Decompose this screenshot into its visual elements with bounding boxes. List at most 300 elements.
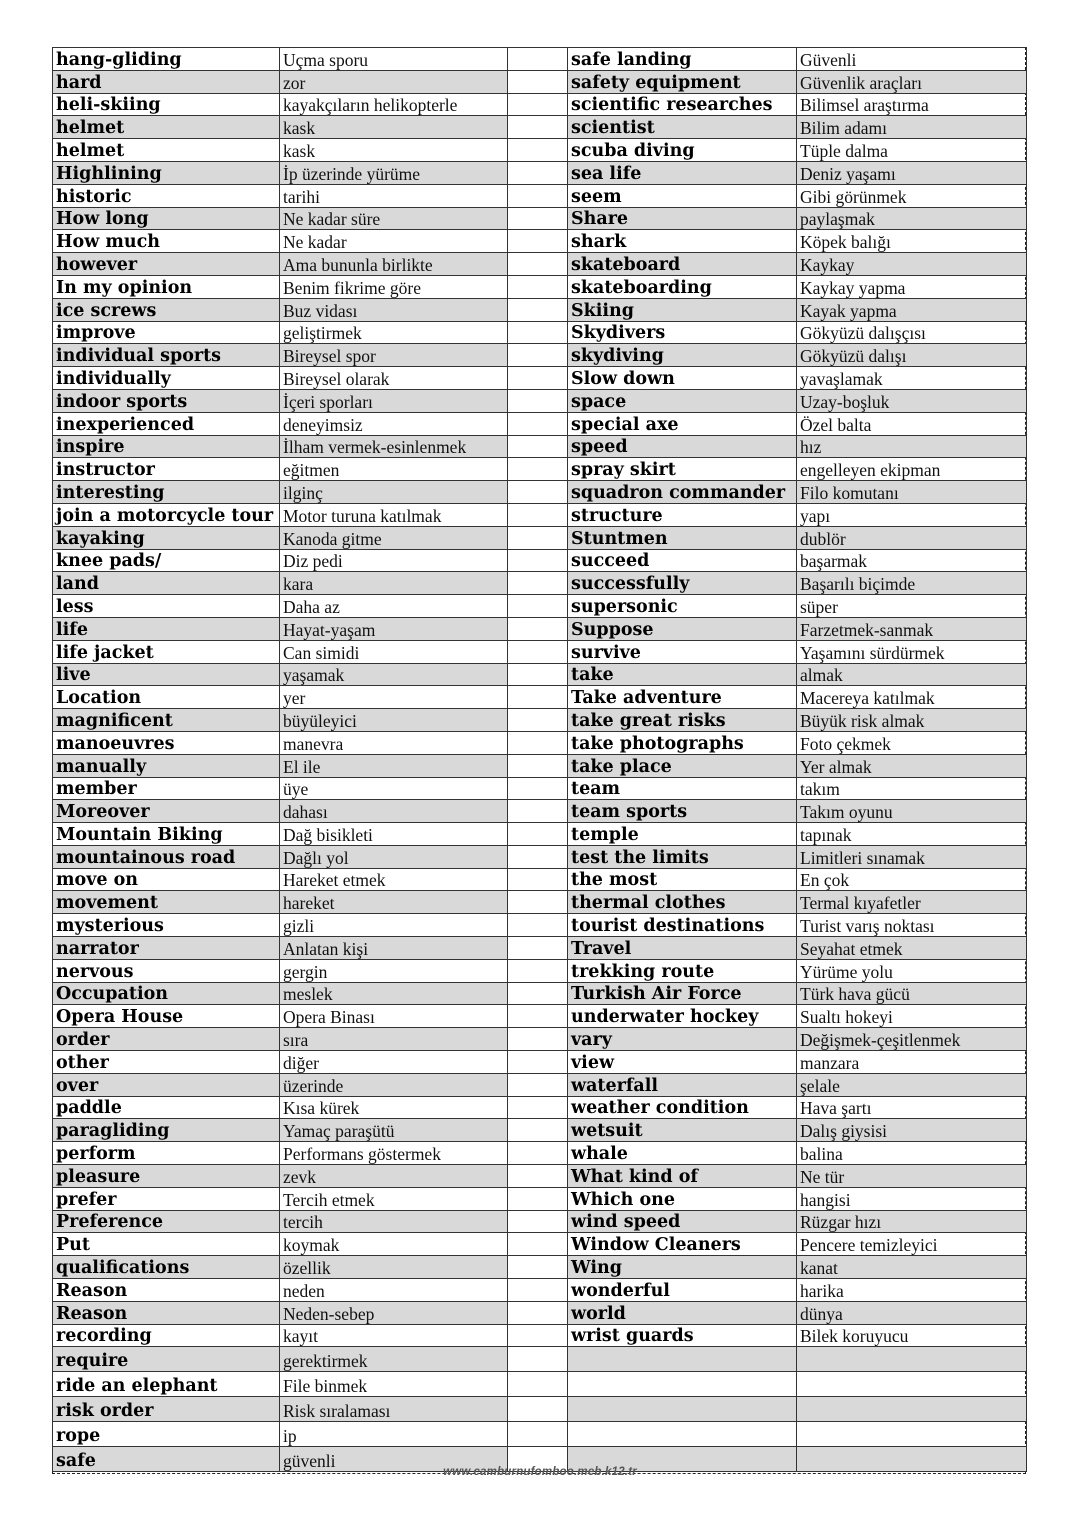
english-word: join a motorcycle tour — [53, 503, 280, 526]
english-word: take great risks — [568, 709, 797, 732]
english-word: Skydivers — [568, 321, 797, 344]
turkish-translation: almak — [797, 663, 1027, 686]
english-word: successfully — [568, 572, 797, 595]
column-separator — [508, 1279, 568, 1302]
english-word: inspire — [53, 435, 280, 458]
column-separator — [508, 1187, 568, 1210]
table-row — [53, 617, 1027, 640]
turkish-translation: gizli — [280, 914, 508, 937]
column-separator — [508, 845, 568, 868]
english-word: space — [568, 389, 797, 412]
table-row — [53, 298, 1027, 321]
turkish-translation: Büyük risk almak — [797, 709, 1027, 732]
english-word: world — [568, 1301, 797, 1324]
turkish-translation: dünya — [797, 1301, 1027, 1324]
column-separator — [508, 686, 568, 709]
column-separator — [508, 344, 568, 367]
turkish-translation: File binmek — [280, 1372, 508, 1397]
english-word: sea life — [568, 161, 797, 184]
table-row — [53, 640, 1027, 663]
column-separator — [508, 116, 568, 139]
table-row — [53, 207, 1027, 230]
english-word: require — [53, 1347, 280, 1372]
table-row — [53, 1372, 1027, 1397]
column-separator — [508, 823, 568, 846]
turkish-translation: Deniz yaşamı — [797, 161, 1027, 184]
english-word: structure — [568, 503, 797, 526]
table-row — [53, 1165, 1027, 1188]
turkish-translation: Filo komutanı — [797, 481, 1027, 504]
turkish-translation: Yürüme yolu — [797, 959, 1027, 982]
english-word: heli-skiing — [53, 93, 280, 116]
column-separator — [508, 937, 568, 960]
table-row — [53, 914, 1027, 937]
turkish-translation: kayıt — [280, 1324, 508, 1347]
turkish-translation: dahası — [280, 800, 508, 823]
table-row — [53, 959, 1027, 982]
turkish-translation: Foto çekmek — [797, 731, 1027, 754]
turkish-translation: İp üzerinde yürüme — [280, 161, 508, 184]
column-separator — [508, 982, 568, 1005]
turkish-translation: Bilimsel araştırma — [797, 93, 1027, 116]
english-word: Skiing — [568, 298, 797, 321]
column-separator — [508, 526, 568, 549]
english-word: Travel — [568, 937, 797, 960]
turkish-translation: Neden-sebep — [280, 1301, 508, 1324]
turkish-translation: Opera Binası — [280, 1005, 508, 1028]
english-word: skateboarding — [568, 275, 797, 298]
turkish-translation: Uçma sporu — [280, 48, 508, 71]
turkish-translation: paylaşmak — [797, 207, 1027, 230]
english-word: Highlining — [53, 161, 280, 184]
english-word: however — [53, 253, 280, 276]
table-row — [53, 435, 1027, 458]
column-separator — [508, 253, 568, 276]
english-word: hang-gliding — [53, 48, 280, 71]
english-word: thermal clothes — [568, 891, 797, 914]
empty-cell — [797, 1397, 1027, 1422]
english-word: manually — [53, 754, 280, 777]
turkish-translation: tarihi — [280, 184, 508, 207]
table-row — [53, 230, 1027, 253]
english-word: trekking route — [568, 959, 797, 982]
english-word: knee pads/ — [53, 549, 280, 572]
column-separator — [508, 868, 568, 891]
english-word: pleasure — [53, 1165, 280, 1188]
column-separator — [508, 93, 568, 116]
table-row — [53, 1347, 1027, 1372]
column-separator — [508, 1422, 568, 1447]
column-separator — [508, 640, 568, 663]
column-separator — [508, 1073, 568, 1096]
column-separator — [508, 1347, 568, 1372]
english-word: seem — [568, 184, 797, 207]
turkish-translation: üye — [280, 777, 508, 800]
table-row — [53, 1073, 1027, 1096]
turkish-translation: Diz pedi — [280, 549, 508, 572]
english-word: Which one — [568, 1187, 797, 1210]
turkish-translation: Bireysel spor — [280, 344, 508, 367]
table-row — [53, 595, 1027, 618]
english-word: Location — [53, 686, 280, 709]
turkish-translation: kanat — [797, 1256, 1027, 1279]
english-word: perform — [53, 1142, 280, 1165]
column-separator — [508, 1005, 568, 1028]
english-word: In my opinion — [53, 275, 280, 298]
turkish-translation: Rüzgar hızı — [797, 1210, 1027, 1233]
english-word: Suppose — [568, 617, 797, 640]
table-row — [53, 823, 1027, 846]
turkish-translation: Ne tür — [797, 1165, 1027, 1188]
turkish-translation: Bilim adamı — [797, 116, 1027, 139]
turkish-translation: yer — [280, 686, 508, 709]
turkish-translation: Risk sıralaması — [280, 1397, 508, 1422]
turkish-translation: başarmak — [797, 549, 1027, 572]
english-word: tourist destinations — [568, 914, 797, 937]
table-row — [53, 1142, 1027, 1165]
english-word: live — [53, 663, 280, 686]
turkish-translation: Limitleri sınamak — [797, 845, 1027, 868]
english-word: ice screws — [53, 298, 280, 321]
turkish-translation: Turist varış noktası — [797, 914, 1027, 937]
turkish-translation: neden — [280, 1279, 508, 1302]
table-row — [53, 1096, 1027, 1119]
column-separator — [508, 1165, 568, 1188]
english-word: helmet — [53, 116, 280, 139]
english-word: team — [568, 777, 797, 800]
turkish-translation: Motor turuna katılmak — [280, 503, 508, 526]
english-word: paddle — [53, 1096, 280, 1119]
english-word: Take adventure — [568, 686, 797, 709]
table-row — [53, 412, 1027, 435]
turkish-translation: Macereya katılmak — [797, 686, 1027, 709]
english-word: manoeuvres — [53, 731, 280, 754]
english-word: Share — [568, 207, 797, 230]
english-word: narrator — [53, 937, 280, 960]
table-row — [53, 70, 1027, 93]
table-row — [53, 1005, 1027, 1028]
english-word: individual sports — [53, 344, 280, 367]
english-word: squadron commander — [568, 481, 797, 504]
turkish-translation: manzara — [797, 1051, 1027, 1074]
turkish-translation: yaşamak — [280, 663, 508, 686]
column-separator — [508, 298, 568, 321]
turkish-translation: Takım oyunu — [797, 800, 1027, 823]
turkish-translation: hangisi — [797, 1187, 1027, 1210]
empty-cell — [568, 1372, 797, 1397]
turkish-translation: Pencere temizleyici — [797, 1233, 1027, 1256]
english-word: mysterious — [53, 914, 280, 937]
english-word: safe — [53, 1446, 280, 1471]
english-word: other — [53, 1051, 280, 1074]
english-word: less — [53, 595, 280, 618]
column-separator — [508, 1397, 568, 1422]
table-row — [53, 48, 1027, 71]
english-word: member — [53, 777, 280, 800]
table-row — [53, 116, 1027, 139]
column-separator — [508, 1119, 568, 1142]
table-row — [53, 1210, 1027, 1233]
table-row — [53, 275, 1027, 298]
turkish-translation: manevra — [280, 731, 508, 754]
english-word: Occupation — [53, 982, 280, 1005]
table-row — [53, 253, 1027, 276]
table-row — [53, 1422, 1027, 1447]
english-word: waterfall — [568, 1073, 797, 1096]
english-word: movement — [53, 891, 280, 914]
turkish-translation: Kayak yapma — [797, 298, 1027, 321]
english-word: Window Cleaners — [568, 1233, 797, 1256]
table-row — [53, 93, 1027, 116]
english-word: survive — [568, 640, 797, 663]
turkish-translation: Bilek koruyucu — [797, 1324, 1027, 1347]
english-word: qualifications — [53, 1256, 280, 1279]
table-row — [53, 982, 1027, 1005]
turkish-translation: Başarılı biçimde — [797, 572, 1027, 595]
turkish-translation: zevk — [280, 1165, 508, 1188]
english-word: take place — [568, 754, 797, 777]
turkish-translation: diğer — [280, 1051, 508, 1074]
table-row — [53, 572, 1027, 595]
turkish-translation: güvenli — [280, 1446, 508, 1471]
english-word: safety equipment — [568, 70, 797, 93]
english-word: wind speed — [568, 1210, 797, 1233]
table-row — [53, 891, 1027, 914]
turkish-translation: Kaykay yapma — [797, 275, 1027, 298]
column-separator — [508, 321, 568, 344]
turkish-translation: tapınak — [797, 823, 1027, 846]
turkish-translation: geliştirmek — [280, 321, 508, 344]
turkish-translation: ip — [280, 1422, 508, 1447]
turkish-translation: zor — [280, 70, 508, 93]
turkish-translation: Tercih etmek — [280, 1187, 508, 1210]
english-word: helmet — [53, 139, 280, 162]
turkish-translation: Kanoda gitme — [280, 526, 508, 549]
turkish-translation: şelale — [797, 1073, 1027, 1096]
table-row — [53, 663, 1027, 686]
english-word: Put — [53, 1233, 280, 1256]
english-word: succeed — [568, 549, 797, 572]
english-word: ride an elephant — [53, 1372, 280, 1397]
table-row — [53, 754, 1027, 777]
turkish-translation: Performans göstermek — [280, 1142, 508, 1165]
english-word: weather condition — [568, 1096, 797, 1119]
english-word: over — [53, 1073, 280, 1096]
column-separator — [508, 230, 568, 253]
english-word: Reason — [53, 1301, 280, 1324]
turkish-translation: Özel balta — [797, 412, 1027, 435]
column-separator — [508, 549, 568, 572]
column-separator — [508, 1301, 568, 1324]
table-row — [53, 321, 1027, 344]
turkish-translation: Dağ bisikleti — [280, 823, 508, 846]
table-row — [53, 731, 1027, 754]
column-separator — [508, 754, 568, 777]
english-word: scientist — [568, 116, 797, 139]
english-word: scuba diving — [568, 139, 797, 162]
table-row — [53, 686, 1027, 709]
table-row — [53, 526, 1027, 549]
column-separator — [508, 481, 568, 504]
turkish-translation: yapı — [797, 503, 1027, 526]
turkish-translation: Değişmek-çeşitlenmek — [797, 1028, 1027, 1051]
english-word: scientific researches — [568, 93, 797, 116]
turkish-translation: Dağlı yol — [280, 845, 508, 868]
english-word: Stuntmen — [568, 526, 797, 549]
turkish-translation: Uzay-boşluk — [797, 389, 1027, 412]
turkish-translation: hareket — [280, 891, 508, 914]
english-word: life — [53, 617, 280, 640]
english-word: speed — [568, 435, 797, 458]
table-row — [53, 1028, 1027, 1051]
turkish-translation: Gibi görünmek — [797, 184, 1027, 207]
english-word: wetsuit — [568, 1119, 797, 1142]
table-row — [53, 1279, 1027, 1302]
turkish-translation: Güvenli — [797, 48, 1027, 71]
english-word: team sports — [568, 800, 797, 823]
turkish-translation: gerektirmek — [280, 1347, 508, 1372]
column-separator — [508, 389, 568, 412]
turkish-translation: Türk hava gücü — [797, 982, 1027, 1005]
english-word: life jacket — [53, 640, 280, 663]
english-word: Preference — [53, 1210, 280, 1233]
turkish-translation: kask — [280, 116, 508, 139]
turkish-translation: Hava şartı — [797, 1096, 1027, 1119]
turkish-translation: takım — [797, 777, 1027, 800]
english-word: interesting — [53, 481, 280, 504]
turkish-translation: Anlatan kişi — [280, 937, 508, 960]
table-row — [53, 937, 1027, 960]
turkish-translation: üzerinde — [280, 1073, 508, 1096]
english-word: Slow down — [568, 367, 797, 390]
table-row — [53, 344, 1027, 367]
column-separator — [508, 709, 568, 732]
table-row — [53, 1233, 1027, 1256]
column-separator — [508, 367, 568, 390]
empty-cell — [568, 1422, 797, 1447]
vocabulary-table — [52, 47, 1027, 1472]
turkish-translation: Kısa kürek — [280, 1096, 508, 1119]
english-word: Reason — [53, 1279, 280, 1302]
english-word: inexperienced — [53, 412, 280, 435]
english-word: vary — [568, 1028, 797, 1051]
turkish-translation: meslek — [280, 982, 508, 1005]
column-separator — [508, 959, 568, 982]
table-row — [53, 845, 1027, 868]
english-word: What kind of — [568, 1165, 797, 1188]
turkish-translation: kask — [280, 139, 508, 162]
english-word: whale — [568, 1142, 797, 1165]
turkish-translation: Bireysel olarak — [280, 367, 508, 390]
table-row — [53, 868, 1027, 891]
table-row — [53, 139, 1027, 162]
turkish-translation: İlham vermek-esinlenmek — [280, 435, 508, 458]
column-separator — [508, 161, 568, 184]
turkish-translation: En çok — [797, 868, 1027, 891]
turkish-translation: harika — [797, 1279, 1027, 1302]
table-row — [53, 458, 1027, 481]
column-separator — [508, 435, 568, 458]
turkish-translation: Seyahat etmek — [797, 937, 1027, 960]
english-word: mountainous road — [53, 845, 280, 868]
turkish-translation: eğitmen — [280, 458, 508, 481]
table-row — [53, 184, 1027, 207]
table-row — [53, 367, 1027, 390]
english-word: How much — [53, 230, 280, 253]
turkish-translation: tercih — [280, 1210, 508, 1233]
column-separator — [508, 1324, 568, 1347]
table-row — [53, 161, 1027, 184]
column-separator — [508, 412, 568, 435]
table-row — [53, 709, 1027, 732]
column-separator — [508, 1051, 568, 1074]
turkish-translation: İçeri sporları — [280, 389, 508, 412]
english-word: shark — [568, 230, 797, 253]
empty-cell — [568, 1347, 797, 1372]
english-word: Opera House — [53, 1005, 280, 1028]
english-word: order — [53, 1028, 280, 1051]
english-word: move on — [53, 868, 280, 891]
turkish-translation: hız — [797, 435, 1027, 458]
column-separator — [508, 777, 568, 800]
table-row — [53, 1324, 1027, 1347]
empty-cell — [568, 1397, 797, 1422]
turkish-translation: büyüleyici — [280, 709, 508, 732]
column-separator — [508, 70, 568, 93]
english-word: take photographs — [568, 731, 797, 754]
column-separator — [508, 1233, 568, 1256]
column-separator — [508, 891, 568, 914]
table-row — [53, 1301, 1027, 1324]
column-separator — [508, 184, 568, 207]
english-word: skateboard — [568, 253, 797, 276]
english-word: temple — [568, 823, 797, 846]
turkish-translation: Güvenlik araçları — [797, 70, 1027, 93]
english-word: Wing — [568, 1256, 797, 1279]
column-separator — [508, 1372, 568, 1397]
english-word: view — [568, 1051, 797, 1074]
turkish-translation: El ile — [280, 754, 508, 777]
turkish-translation: Yaşamını sürdürmek — [797, 640, 1027, 663]
turkish-translation: Ne kadar süre — [280, 207, 508, 230]
column-separator — [508, 139, 568, 162]
turkish-translation: ilginç — [280, 481, 508, 504]
turkish-translation: Termal kıyafetler — [797, 891, 1027, 914]
english-word: prefer — [53, 1187, 280, 1210]
column-separator — [508, 48, 568, 71]
table-row — [53, 800, 1027, 823]
empty-cell — [797, 1372, 1027, 1397]
english-word: hard — [53, 70, 280, 93]
footer-url: www.camburnufomboo.meb.k12.tr — [443, 1466, 637, 1478]
english-word: recording — [53, 1324, 280, 1347]
turkish-translation: kara — [280, 572, 508, 595]
english-word: take — [568, 663, 797, 686]
english-word: test the limits — [568, 845, 797, 868]
column-separator — [508, 1096, 568, 1119]
english-word: special axe — [568, 412, 797, 435]
table-row — [53, 389, 1027, 412]
turkish-translation: Yamaç paraşütü — [280, 1119, 508, 1142]
column-separator — [508, 1210, 568, 1233]
turkish-translation: Daha az — [280, 595, 508, 618]
english-word: Turkish Air Force — [568, 982, 797, 1005]
table-row — [53, 549, 1027, 572]
turkish-translation: Gökyüzü dalışı — [797, 344, 1027, 367]
turkish-translation: Tüple dalma — [797, 139, 1027, 162]
table-row — [53, 777, 1027, 800]
turkish-translation: Ama bununla birlikte — [280, 253, 508, 276]
